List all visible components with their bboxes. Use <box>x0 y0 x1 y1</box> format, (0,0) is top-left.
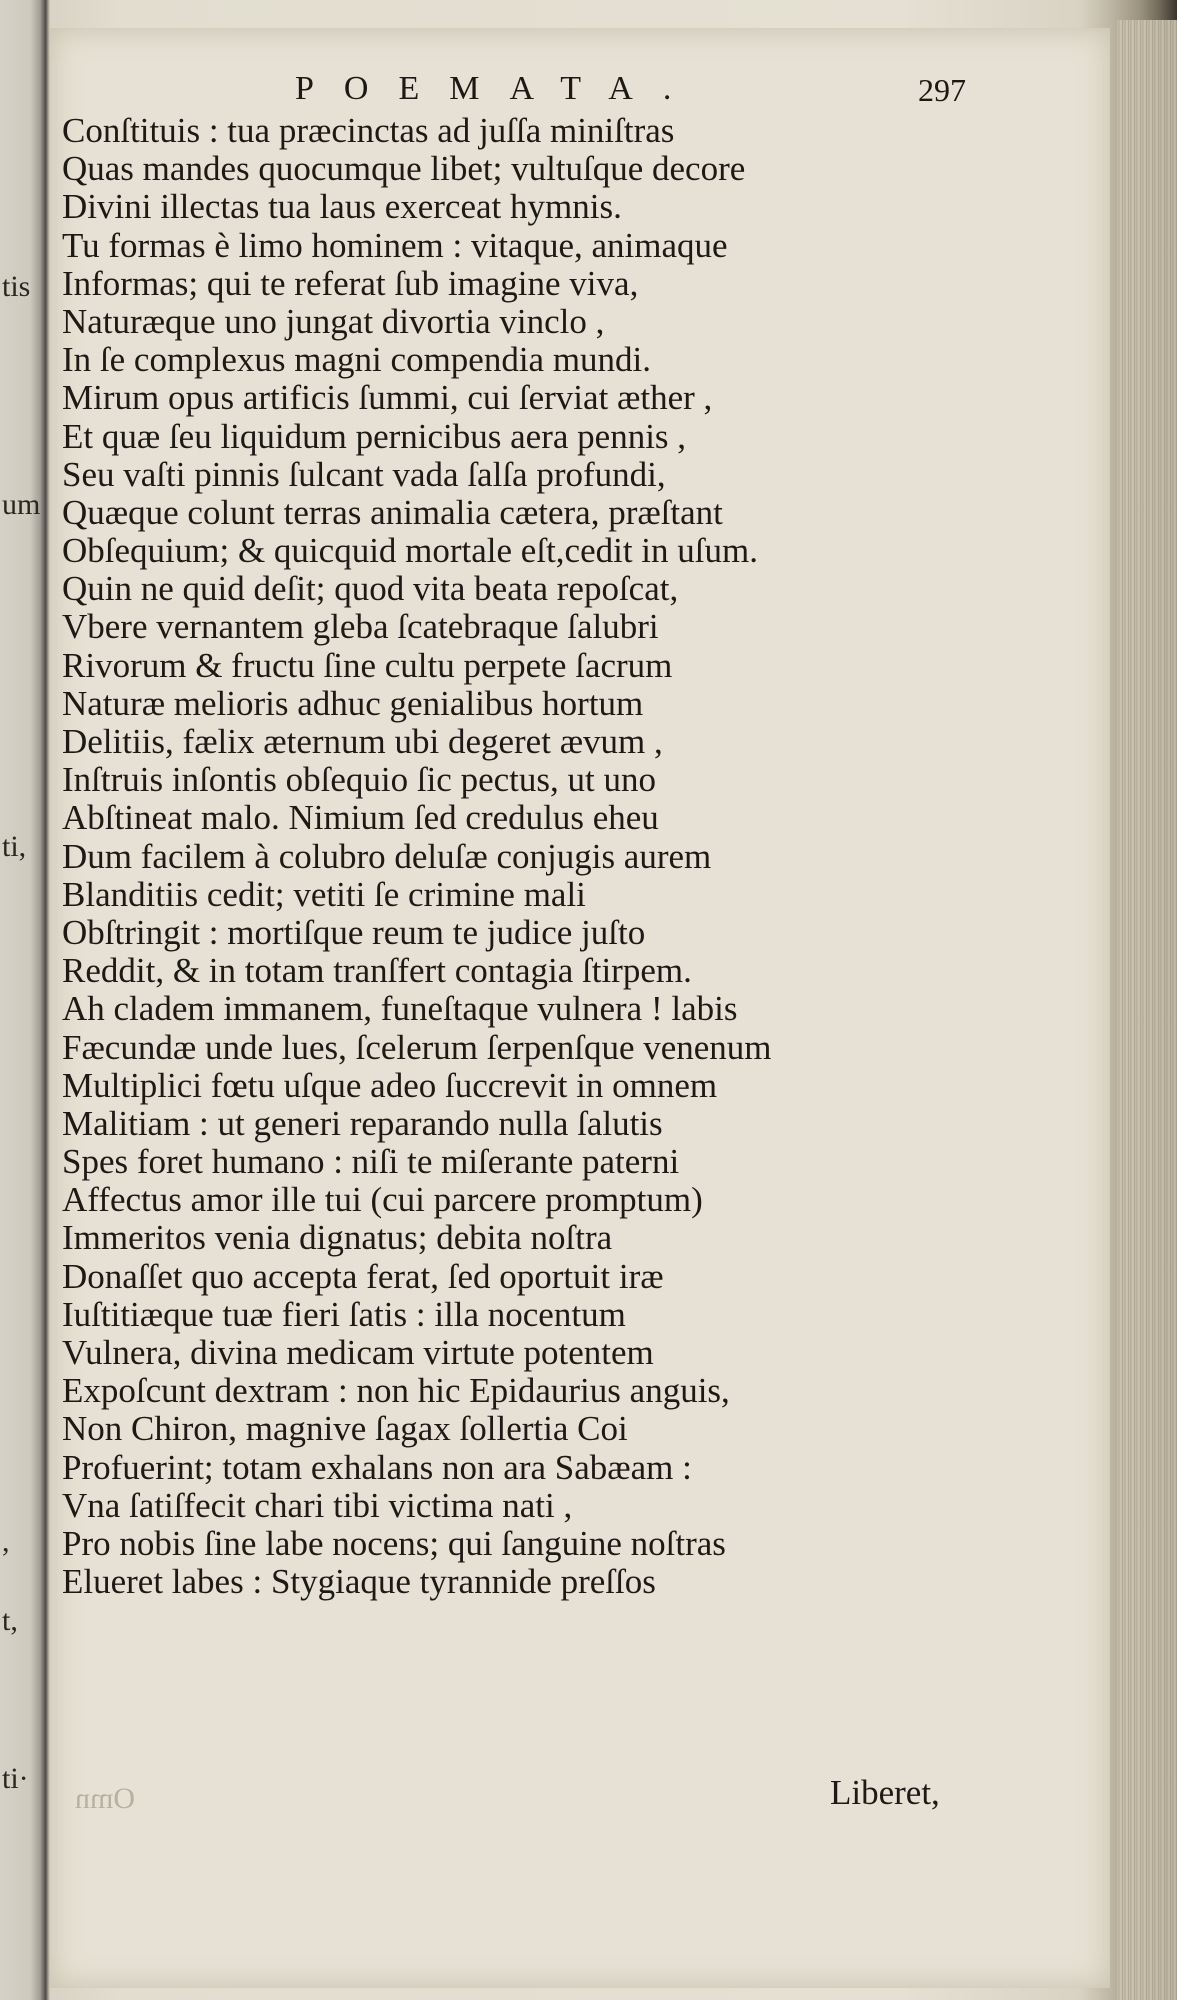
verse-line: Malitiam : ut generi reparando nulla ſalutis <box>62 1104 663 1143</box>
verse-line: Spes foret humano : niſi te miſerante paterni <box>62 1143 680 1182</box>
left-page-fragment: , <box>2 1525 10 1558</box>
page-number: 297 <box>918 72 966 108</box>
verse-line: Vulnera, divina medicam virtute potentem <box>62 1334 654 1372</box>
verse-line: Multiplici fœtu uſque adeo ſuccrevit in omnem <box>62 1066 718 1105</box>
verse-line: Reddit, & in totam tranſfert contagia ſtirpem. <box>62 952 692 991</box>
left-page-fragment: ti· <box>2 1762 29 1795</box>
verse-line: Quas mandes quocumque libet; vultuſque decore <box>62 150 746 189</box>
verse-line: Abſtineat malo. Nimium ſed credulus eheu <box>62 799 659 838</box>
verse-line: Seu vaſti pinnis ſulcant vada ſalſa profundi, <box>62 455 666 494</box>
verse-line: Pro nobis ſine labe nocens; qui ſanguine noſtras <box>62 1524 726 1563</box>
verse-line: Inſtruis inſontis obſequio ſic pectus, ut uno <box>62 761 656 800</box>
running-title: POEMATA. <box>295 70 702 107</box>
page-fore-edge <box>1117 20 1177 2000</box>
verse-line: Blanditiis cedit; vetiti ſe crimine mali <box>62 875 586 914</box>
verse-line: Quin ne quid deſit; quod vita beata repoſcat, <box>62 570 679 609</box>
left-page-fragment: t, <box>2 1604 18 1637</box>
left-page-edge <box>0 0 46 2000</box>
verse-line: In ſe complexus magni compendia mundi. <box>62 341 652 380</box>
catchword: Liberet, <box>830 1773 940 1812</box>
verse-line: Naturæ melioris adhuc genialibus hortum <box>62 684 644 723</box>
verse-line: Obſtringit : mortiſque reum te judice juſto <box>62 913 646 952</box>
verse-line: Tu formas è limo hominem : vitaque, animaque <box>62 226 728 265</box>
verse-line: Iuſtitiæque tuæ fieri ſatis : illa nocentum <box>62 1295 626 1334</box>
verse-line: Immeritos venia dignatus; debita noſtra <box>62 1219 613 1258</box>
verse-line: Mirum opus artificis ſummi, cui ſerviat æther , <box>62 379 713 418</box>
verse-line: Conſtituis : tua præcinctas ad juſſa miniſtras <box>62 112 675 150</box>
verse-line: Informas; qui te referat ſub imagine viva, <box>62 264 639 303</box>
verse-line: Delitiis, fælix æternum ubi degeret ævum , <box>62 723 663 761</box>
verse-line: Donaſſet quo accepta ferat, ſed oportuit iræ <box>62 1257 664 1296</box>
verse-line: Vna ſatiſfecit chari tibi victima nati , <box>62 1486 573 1525</box>
left-page-fragment: ti, <box>2 830 27 863</box>
verse-line: Elueret labes : Stygiaque tyrannide preſſos <box>62 1563 656 1602</box>
left-page-fragment: tis <box>2 270 31 303</box>
verse-text <box>62 112 1002 1601</box>
verse-line: Divini illectas tua laus exerceat hymnis. <box>62 188 622 227</box>
verse-line: Rivorum & fructu ſine cultu perpete ſacrum <box>62 646 673 685</box>
verse-line: Et quæ ſeu liquidum pernicibus aera pennis , <box>62 417 687 456</box>
verse-line: Affectus amor ille tui (cui parcere promptum) <box>62 1181 703 1220</box>
verse-line: Ah cladem immanem, funeſtaque vulnera ! labis <box>62 990 738 1029</box>
verse-line: Profuerint; totam exhalans non ara Sabæam : <box>62 1448 692 1487</box>
verse-line: Dum facilem à colubro deluſæ conjugis aurem <box>62 837 712 876</box>
verse-line: Expoſcunt dextram : non hic Epidaurius anguis, <box>62 1372 730 1411</box>
verse-line: Vbere vernantem gleba ſcatebraque ſalubri <box>62 608 659 647</box>
verse-line: Quæque colunt terras animalia cætera, præſtant <box>62 493 723 532</box>
left-page-fragment: um <box>2 488 41 521</box>
verse-line: Non Chiron, magnive ſagax ſollertia Coi <box>62 1410 628 1449</box>
bleed-through-text: Omn <box>75 1782 135 1815</box>
verse-line: Obſequium; & quicquid mortale eſt,cedit in uſum. <box>62 532 758 571</box>
verse-line: Naturæque uno jungat divortia vinclo , <box>62 302 605 341</box>
verse-line: Fæcundæ unde lues, ſcelerum ſerpenſque venenum <box>62 1028 772 1067</box>
